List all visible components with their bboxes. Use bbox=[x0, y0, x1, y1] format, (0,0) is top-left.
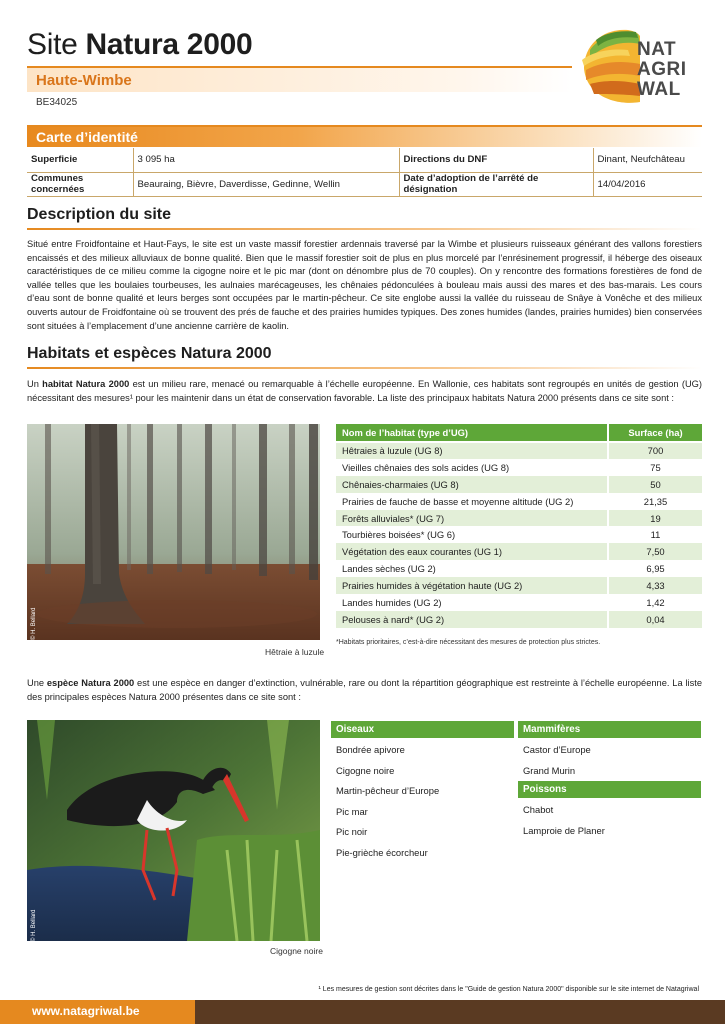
habitat-table-header bbox=[336, 424, 702, 442]
col-header-habitat-name: Nom de l’habitat (type d’UG) bbox=[336, 424, 608, 442]
table-row bbox=[336, 510, 702, 527]
habitats-intro-term: habitat Natura 2000 bbox=[42, 379, 130, 389]
list-item: Chabot bbox=[523, 804, 554, 815]
habitat-name: Tourbières boisées* (UG 6) bbox=[336, 526, 608, 543]
list-item: Lamproie de Planer bbox=[523, 824, 605, 836]
list-item: Castor d’Europe bbox=[523, 744, 591, 755]
habitat-name: Hêtraies à luzule (UG 8) bbox=[336, 442, 608, 459]
list-item: Bondrée apivore bbox=[336, 744, 405, 755]
identity-value: Dinant, Neufchâteau bbox=[593, 148, 702, 172]
site-code: BE34025 bbox=[36, 97, 78, 108]
species-intro-post: est une espèce en danger d’extinction, vulnérable, rare ou dont la répartition géographique est restreinte à l’échelle européenne. La liste des principales espèces Natura 2000 présentes dans ce site sont : bbox=[27, 678, 702, 702]
fish-header: Poissons bbox=[518, 781, 701, 798]
habitat-surface: 700 bbox=[608, 442, 702, 459]
habitat-surface: 7,50 bbox=[608, 543, 702, 560]
beech-forest-photo bbox=[27, 424, 320, 640]
management-footnote: ¹ Les mesures de gestion sont décrites dans le "Guide de gestion Natura 2000" disponible sur le site internet de Natagriwal bbox=[318, 986, 699, 993]
habitat-surface: 1,42 bbox=[608, 594, 702, 611]
list-item: Grand Murin bbox=[523, 764, 576, 776]
table-row bbox=[336, 442, 702, 459]
habitat-surface: 4,33 bbox=[608, 577, 702, 594]
identity-key: Superficie bbox=[27, 148, 133, 172]
table-row bbox=[336, 476, 702, 493]
identity-key: Communes concernées bbox=[27, 172, 133, 196]
habitat-name: Prairies humides à végétation haute (UG 2) bbox=[336, 577, 608, 594]
habitats-intro-pre: Un bbox=[27, 379, 43, 389]
mammals-list bbox=[518, 721, 701, 841]
habitats-rule bbox=[27, 367, 702, 369]
logo-text-line-3: WAL bbox=[637, 79, 681, 100]
photo-credit: © H. Bellard bbox=[31, 909, 37, 942]
col-header-surface: Surface (ha) bbox=[608, 424, 702, 442]
logo-text-line-1: NAT bbox=[637, 39, 677, 60]
identity-key: Directions du DNF bbox=[399, 148, 593, 172]
habitat-surface: 0,04 bbox=[608, 611, 702, 628]
habitats-intro bbox=[27, 378, 702, 405]
identity-row bbox=[27, 148, 702, 172]
birds-list bbox=[331, 721, 514, 863]
habitat-name: Landes humides (UG 2) bbox=[336, 594, 608, 611]
priority-habitat-note: *Habitats prioritaires, c’est-à-dire nécessitant des mesures de protection plus strictes. bbox=[336, 639, 601, 646]
description-heading: Description du site bbox=[27, 206, 172, 223]
mammals-header: Mammifères bbox=[518, 721, 701, 738]
birds-header: Oiseaux bbox=[331, 721, 514, 738]
logo-emblem-icon bbox=[582, 30, 640, 103]
habitat-name: Pelouses à nard* (UG 2) bbox=[336, 611, 608, 628]
habitats-heading: Habitats et espèces Natura 2000 bbox=[27, 345, 272, 362]
list-item: Martin-pêcheur d’Europe bbox=[336, 785, 440, 796]
table-row bbox=[336, 611, 702, 628]
species-photo-caption: Cigogne noire bbox=[270, 946, 323, 956]
title-prefix: Site bbox=[27, 28, 78, 61]
habitat-photo-caption: Hêtraie à luzule bbox=[265, 647, 325, 657]
habitat-name: Chênaies-charmaies (UG 8) bbox=[336, 476, 608, 493]
description-rule bbox=[27, 228, 702, 230]
habitat-name: Forêts alluviales* (UG 7) bbox=[336, 510, 608, 527]
title-main: Natura 2000 bbox=[85, 28, 253, 61]
habitat-name: Prairies de fauche de basse et moyenne altitude (UG 2) bbox=[336, 493, 608, 510]
logo-text-line-2: AGRI bbox=[637, 59, 687, 80]
identity-table bbox=[27, 148, 702, 197]
habitat-name: Vieilles chênaies des sols acides (UG 8) bbox=[336, 459, 608, 476]
table-row bbox=[336, 577, 702, 594]
habitat-surface: 50 bbox=[608, 476, 702, 493]
identity-value: 3 095 ha bbox=[133, 148, 399, 172]
habitat-table bbox=[336, 424, 702, 628]
site-name: Haute-Wimbe bbox=[36, 72, 132, 89]
table-row bbox=[336, 526, 702, 543]
identity-value: Beauraing, Bièvre, Daverdisse, Gedinne, Wellin bbox=[133, 172, 399, 196]
list-item: Cigogne noire bbox=[336, 764, 395, 776]
species-intro bbox=[27, 677, 702, 704]
habitat-surface: 75 bbox=[608, 459, 702, 476]
habitat-surface: 21,35 bbox=[608, 493, 702, 510]
page-title bbox=[27, 28, 252, 62]
table-row bbox=[336, 459, 702, 476]
habitat-name: Végétation des eaux courantes (UG 1) bbox=[336, 543, 608, 560]
description-text: Situé entre Froidfontaine et Haut-Fays, le site est un vaste massif forestier ardennais traversé par la Wimbe et plusieurs ruisseaux générant des vallons forestiers encaissés et des milieux alluviaux de bonne qualité. Bien que le massif forestier soit de plus en plus morcelé par l’enrésinement progressif, il héberge des oiseaux caractéristiques de ce milieu comme la cigogne noire et le pic mar (dont on dénombre plus de 70 couples). On y rencontre des formations forestières de fond de vallée telles que les boulaies tourbeuses, les aulnaies marécageuses, les chênaies pédonculées à bouleau mais aussi des mares et des bas-marais. Les cours d’eau sont de bonne qualité et leurs berges sont occupées par le martin-pêcheur. Ce site englobe aussi la vallée du ruisseau de Snâye à Vonêche et des milieux ouverts autour de Froidfontaine où se trouvent des prés de fauche et des prairies humides typiques. Des zones humides (landes, prairies humides) bien conservées sont situées à l’emplacement d’une ancienne carrière de kaolin. bbox=[27, 239, 702, 331]
table-row bbox=[336, 594, 702, 611]
photo-credit: © H. Bellard bbox=[31, 607, 37, 640]
habitat-surface: 19 bbox=[608, 510, 702, 527]
list-item: Pic mar bbox=[336, 805, 368, 817]
table-row bbox=[336, 493, 702, 510]
website-link[interactable]: www.natagriwal.be bbox=[32, 1004, 140, 1018]
identity-value: 14/04/2016 bbox=[593, 172, 702, 196]
table-row bbox=[336, 543, 702, 560]
habitats-intro-post: est un milieu rare, menacé ou remarquable à l’échelle européenne. En Wallonie, ces habitats sont regroupés en unités de gestion (UG) nécessitant des mesures¹ pour les maintenir dans un état de conservation favorable. La liste des principaux habitats Natura 2000 présents dans ce site sont : bbox=[27, 379, 702, 403]
identity-key: Date d’adoption de l’arrêté de désignation bbox=[399, 172, 593, 196]
species-intro-pre: Une bbox=[27, 678, 47, 688]
species-intro-term: espèce Natura 2000 bbox=[46, 678, 135, 688]
habitat-name: Landes sèches (UG 2) bbox=[336, 560, 608, 577]
list-item: Pie-grièche écorcheur bbox=[336, 846, 428, 858]
habitat-surface: 6,95 bbox=[608, 560, 702, 577]
table-row bbox=[336, 560, 702, 577]
black-stork-photo bbox=[27, 720, 320, 941]
list-item: Pic noir bbox=[336, 826, 368, 837]
identity-row bbox=[27, 172, 702, 196]
habitat-surface: 11 bbox=[608, 526, 702, 543]
identity-heading: Carte d’identité bbox=[36, 129, 138, 145]
